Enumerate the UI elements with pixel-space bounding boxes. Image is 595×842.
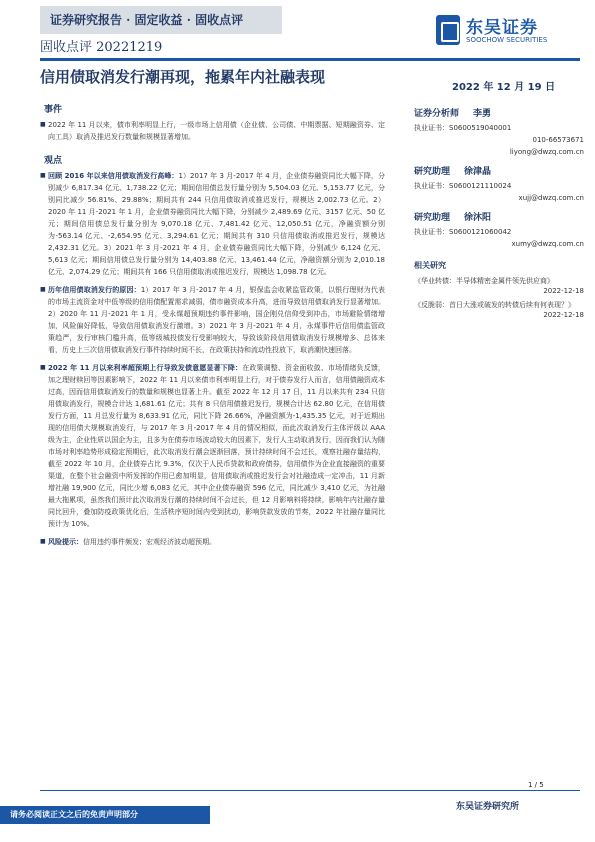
point-2 [40, 284, 385, 356]
page-number: 1 / 5 [528, 781, 544, 789]
related-item-1[interactable]: 《华业转债：半导体精密金属件领先供应商》 [414, 277, 554, 285]
report-series-label: 固收点评 20221219 [40, 40, 163, 55]
logo-icon [436, 15, 460, 45]
report-date: 2022 年 12 月 19 日 [452, 82, 556, 93]
logo-text-cn: 东吴证券 [466, 18, 538, 38]
firm-logo [436, 11, 576, 57]
assistant-2-email[interactable]: xumy@dwzq.com.cn [511, 240, 584, 248]
related-date-1: 2022-12-18 [543, 287, 584, 295]
footer-rule [40, 790, 580, 791]
report-category-tag: 证券研究报告 · 固定收益 · 固收点评 [40, 6, 282, 34]
point-1 [40, 170, 385, 278]
assistant-2-cert: 执业证书：S0600121060042 [414, 228, 512, 236]
view-heading: 观点 [44, 156, 63, 166]
header-rule [40, 58, 580, 61]
assistant-1-name: 徐津晶 [464, 167, 492, 177]
analyst-block [414, 106, 584, 158]
point-2-lead: 历年信用债取消发行的原因： [48, 286, 141, 294]
related-heading: 相关研究 [414, 261, 446, 270]
point-2-body: 1）2017 年 3 月-2017 年 4 月，银保监会收紧监管政策，以银行理财为代表的市场主流资金对中低等级的信用债配置需求减弱，债市融资成本升高，进而导致信用债取消发行显著增加。2）2020 年 11 月-2021 年 1 月，受永煤超预期违约事件影响，国企刚兑信仰受到冲击，市场避险情绪增加，风险偏好降低，导致信用债取消发行激增。3）2021 年 3 月-2021 年 4 月，永煤事件后信用债监管政策趋严，发行审核门槛升高，低等级城投债发行受影响较大，导致该阶段信用债取消发行规模增多、总体来看，历史上三次信用债取消发行事件持续时间不长，在政策扶持和流动性投放下，取消潮快速回落。 [48, 286, 385, 354]
assistant-2-name: 徐沐阳 [464, 213, 492, 223]
sidebar [414, 106, 584, 323]
analyst-cert: 执业证书：S0600519040001 [414, 124, 512, 132]
assistant-block-1 [414, 164, 584, 204]
disclaimer-banner [0, 806, 210, 824]
assistant-1-email[interactable]: xujj@dwzq.com.cn [518, 194, 584, 202]
risk-body: 信用违约事件频发；宏观经济波动超预期。 [83, 538, 216, 546]
related-date-2: 2022-12-18 [543, 311, 584, 319]
point-3 [40, 362, 385, 530]
assistant-1-title: 研究助理 徐津晶 [414, 167, 492, 177]
risk-lead: 风险提示： [48, 538, 83, 546]
assistant-2-title: 研究助理 徐沐阳 [414, 213, 492, 223]
analyst-title: 证券分析师 李勇 [414, 109, 492, 119]
report-title: 信用债取消发行潮再现，拖累年内社融表现 [40, 68, 326, 86]
assistant-block-2 [414, 210, 584, 250]
point-1-lead: 回顾 2016 年以来信用债取消发行高峰： [48, 172, 179, 180]
analyst-phone: 010-66573671 [532, 136, 584, 144]
analyst-email[interactable]: liyong@dwzq.com.cn [509, 148, 584, 156]
main-column [40, 100, 385, 554]
logo-text-en: SOOCHOW SECURITIES [466, 36, 548, 44]
event-paragraph: ■ 2022 年 11 月以来，债市利率明显上行，一级市场上信用债（企业债、公司债、中期票据、短期融资券、定向工具）取消及推迟发行数量和规模显著增加。 [40, 119, 385, 143]
related-item-2[interactable]: 《反脆弱：首日大涨或破发的转债后续有何表现？》 [414, 301, 575, 309]
assistant-1-cert: 执业证书：S0600121110024 [414, 182, 512, 190]
footer-firm: 东吴证券研究所 [456, 802, 520, 812]
point-1-body: 1）2017 年 3 月-2017 年 4 月，企业债券融资同比大幅下降，分别减少 6,817.34 亿元、1,738.22 亿元；期间信用债总发行量分别为 5,504.03 亿元、5,153.77 亿元，分别同比减少 56.81%、29.88%；期间共有 244 只信用债取消或推迟发行，规模达 2,002.73 亿元。2）2020 年 11 月-2021 年 1 月，企业债券融资同比大幅下降，分别减少 2,489.69 亿元、3157 亿元、50 亿元；期间信用债总发行量分别为 9,070.18 亿元、7,481.42 亿元、12,050.51 亿元，净融资额分别为-563.14 亿元、-2,654.95 亿元、3,294.61 亿元；期间共有 310 只信用债取消或推迟发行，规模达 2,432.31 亿元。3）2021 年 3 月-2021 年 4 月，企业债券融资同比大幅下降，分别减少 6,124 亿元、5,613 亿元；期间信用债总发行量分别为 14,403.88 亿元、13,461.44 亿元，净融资额分别为 2,010.18 亿元、2,074.29 亿元；期间共有 166 只信用债取消或推迟发行，规模达 1,098.78 亿元。 [48, 172, 385, 276]
point-3-body: 在政策调整、资金面收敛、市场情绪负反馈，加之理财赎回等因素影响下，2022 年 11 月以来债市利率明显上行，对于债券发行人而言，信用债融资成本过高，因而信用债取消发行的数量和规模也显著上升。截至 2022 年 12 月 17 日，11 月以来共有 234 只信用债取消发行，规模合计达 1,681.61 亿元；共有 8 只信用债推迟发行，规模合计达 62.80 亿元，在信用债发行方面，11 月总发行量为 8,633.91 亿元，同比下降 26.66%，净融资额为-1,435.35 亿元，对于近期出现的信用债大规模取消发行，与 2017 年 3 月-2017 年 4 月的情况相似，而此次取消发行主体评级以 AAA 级为主，企业性质以国企为主，且多为在债券市场波动较大的因素下，发行人主动取消发行，因而我们认为随市场对利率趋势形成稳定预期后，此次取消发行潮会逐渐回落，预计持续时间不会过长，观察社融存量结构，截至 2022 年 10 月，企业债券占比 9.3%，仅次于人民币贷款和政府债券，信用债作为企业直接融资的重要渠道，在整个社会融资中所发挥的作用已愈加明显，信用债取消或推迟发行会对社融造成一定冲击，11 月新增社融 19,900 亿元，同比少增 6,083 亿元，其中企业债券融资 596 亿元，同比减少 3,410 亿元，为社融最大拖累项，虽然我们预计此次取消发行潮的持续时间不会过长，但 12 月影响料将持续，影响年内社融存量同比回升，叠加防疫政策优化后，生活秩序短时间内受到扰动，影响贷款发放的节奏，2022 年社融存量同比预计为 10%。 [48, 364, 385, 528]
risk-note [40, 536, 385, 548]
analyst-name: 李勇 [473, 109, 492, 119]
event-heading: 事件 [44, 105, 63, 115]
point-3-lead: 2022 年 11 月以来利率超预期上行导致发债意愿显著下降： [48, 364, 243, 372]
disclaimer-text: 请务必阅读正文之后的免责声明部分 [10, 810, 138, 819]
